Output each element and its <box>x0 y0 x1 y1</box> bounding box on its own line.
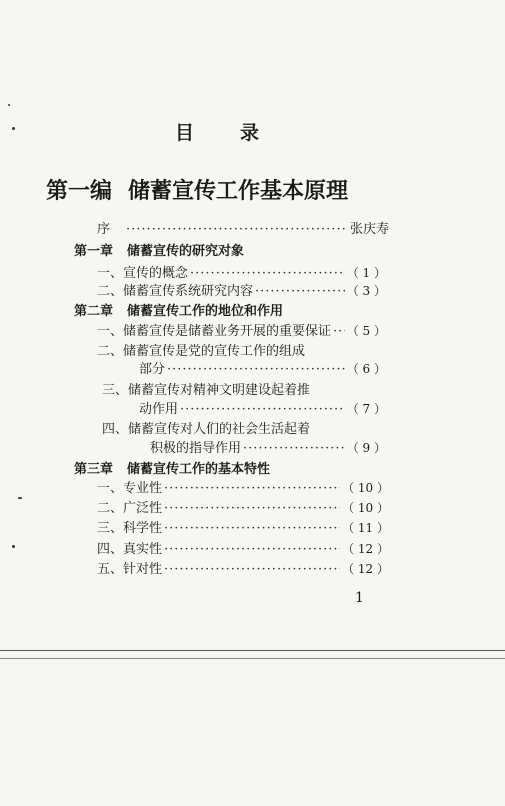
chapter-title: 储蓄宣传的研究对象 <box>127 244 245 259</box>
chapter-heading[interactable] <box>74 458 270 477</box>
chapter-title: 储蓄宣传工作的基本特性 <box>127 462 271 477</box>
chapter-title: 储蓄宣传工作的地位和作用 <box>127 304 284 319</box>
entry-page: （ 3 ） <box>346 284 386 298</box>
entry-text: 储蓄宣传是党的宣传工作的组成 <box>123 344 306 359</box>
toc-entry[interactable] <box>97 262 386 281</box>
entry-text: 储蓄宣传对人们的社会生活起着 <box>128 422 311 437</box>
preface-label: 序 <box>97 222 111 237</box>
entry-number: 三、 <box>97 521 124 536</box>
entry-number: 四、 <box>102 422 129 437</box>
page-title-text: 目 录 <box>175 122 260 144</box>
toc-entry[interactable] <box>97 517 389 536</box>
entry-text: 广泛性 <box>123 501 163 516</box>
dot-leader <box>190 266 345 281</box>
entry-text: 科学性 <box>123 521 163 536</box>
entry-page: （ 6 ） <box>346 362 386 376</box>
entry-page: （ 10 ） <box>342 481 389 495</box>
entry-number: 一、 <box>97 481 124 496</box>
toc-entry[interactable] <box>97 497 389 516</box>
toc-entry[interactable] <box>97 320 386 339</box>
toc-entry[interactable] <box>97 538 389 557</box>
page-title <box>175 118 259 145</box>
dot-leader <box>243 441 345 456</box>
toc-entry-continuation[interactable] <box>139 398 386 417</box>
dot-leader <box>164 521 340 536</box>
scan-speck <box>18 497 22 499</box>
chapter-heading[interactable] <box>74 300 283 319</box>
entry-page: （ 5 ） <box>346 324 386 338</box>
toc-entry[interactable] <box>97 477 389 496</box>
entry-number: 二、 <box>97 284 124 299</box>
dot-leader <box>255 284 345 299</box>
scan-rule-line <box>0 650 505 651</box>
toc-entry-preface[interactable] <box>97 218 389 237</box>
dot-leader <box>164 542 340 557</box>
entry-number: 五、 <box>97 562 124 577</box>
entry-text: 真实性 <box>123 542 163 557</box>
entry-text: 针对性 <box>123 562 163 577</box>
entry-text-cont: 积极的指导作用 <box>150 441 242 456</box>
entry-page: （ 12 ） <box>342 562 389 576</box>
entry-text-cont: 部分 <box>139 362 166 377</box>
entry-number: 一、 <box>97 266 124 281</box>
entry-page: （ 7 ） <box>346 402 386 416</box>
entry-number: 二、 <box>97 501 124 516</box>
toc-entry-continuation[interactable] <box>139 358 386 377</box>
chapter-label: 第三章 <box>74 462 114 477</box>
scan-speck <box>12 545 15 548</box>
entry-number: 一、 <box>97 324 124 339</box>
entry-text-cont: 动作用 <box>139 402 179 417</box>
toc-entry[interactable] <box>102 418 310 437</box>
scan-speck <box>8 104 10 106</box>
entry-page: （ 1 ） <box>346 266 386 280</box>
chapter-label: 第二章 <box>74 304 114 319</box>
dot-leader <box>164 501 340 516</box>
entry-page: （ 12 ） <box>342 542 389 556</box>
part-title: 储蓄宣传工作基本原理 <box>128 178 349 204</box>
toc-entry[interactable] <box>97 340 305 359</box>
entry-text: 宣传的概念 <box>123 266 189 281</box>
dot-leader <box>333 324 345 339</box>
entry-text: 专业性 <box>123 481 163 496</box>
dot-leader <box>167 362 345 377</box>
entry-number: 四、 <box>97 542 124 557</box>
toc-entry[interactable] <box>102 379 310 398</box>
entry-page: （ 10 ） <box>342 501 389 515</box>
part-heading <box>46 174 348 205</box>
entry-text: 储蓄宣传对精神文明建设起着推 <box>128 383 311 398</box>
dot-leader <box>164 562 340 577</box>
preface-author: 张庆寿 <box>349 222 389 237</box>
chapter-label: 第一章 <box>74 244 114 259</box>
toc-entry[interactable] <box>97 558 389 577</box>
dot-leader <box>126 222 348 237</box>
dot-leader <box>180 402 345 417</box>
entry-page: （ 11 ） <box>342 521 389 535</box>
part-label: 第一编 <box>46 178 113 204</box>
entry-number: 二、 <box>97 344 124 359</box>
chapter-heading[interactable] <box>74 240 244 259</box>
entry-text: 储蓄宣传系统研究内容 <box>123 284 254 299</box>
entry-text: 储蓄宣传是储蓄业务开展的重要保证 <box>123 324 332 339</box>
scan-speck <box>12 127 15 130</box>
toc-entry-continuation[interactable] <box>150 437 386 456</box>
entry-number: 三、 <box>102 383 129 398</box>
page-number: 1 <box>355 590 364 606</box>
entry-page: （ 9 ） <box>346 441 386 455</box>
toc-entry[interactable] <box>97 280 386 299</box>
dot-leader <box>164 481 340 496</box>
scan-rule-line <box>0 658 505 659</box>
